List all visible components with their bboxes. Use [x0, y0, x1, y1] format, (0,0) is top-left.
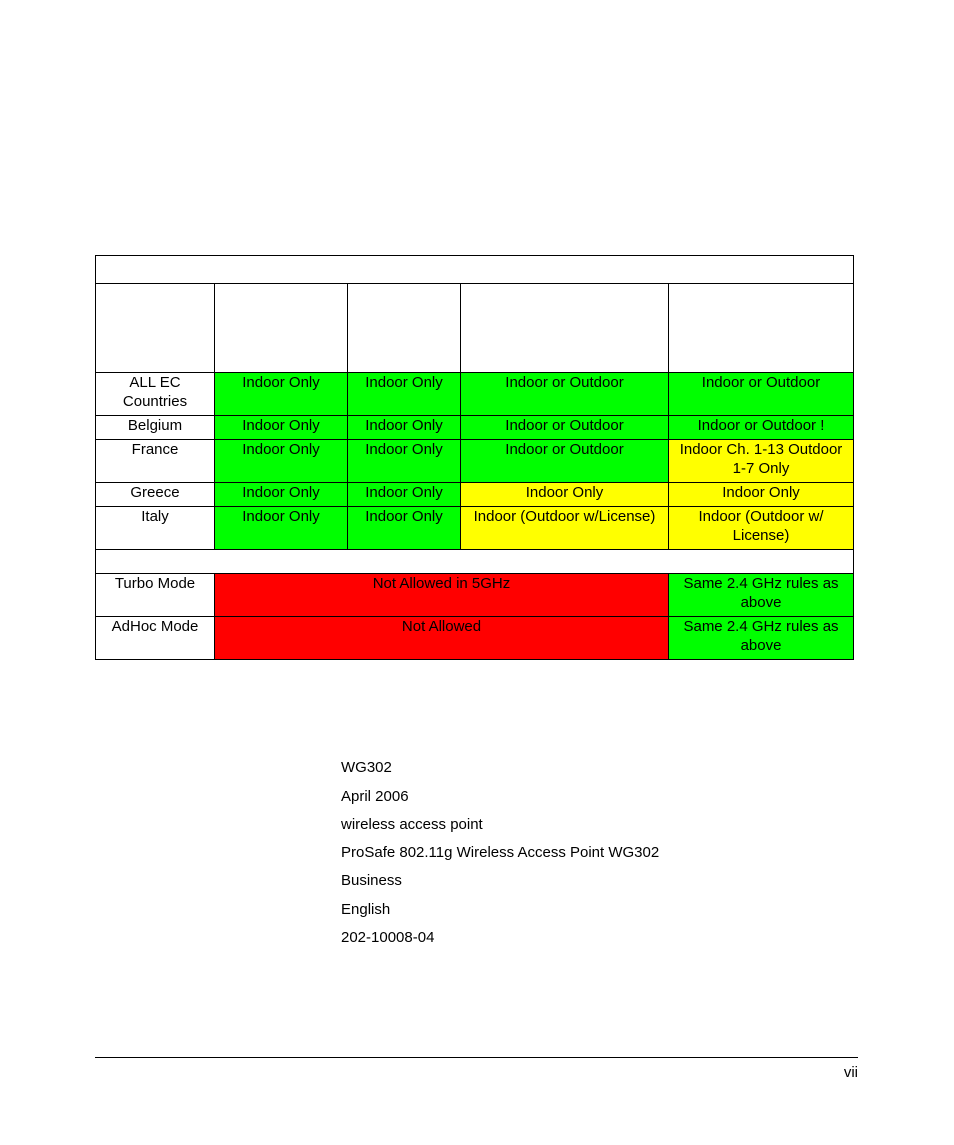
footer-rule	[95, 1057, 858, 1058]
value-cell: Indoor Only	[348, 483, 461, 507]
page-number: vii	[843, 1064, 858, 1081]
value-cell: Indoor Only	[215, 373, 348, 416]
country-cell: France	[96, 440, 215, 483]
meta-language: English	[341, 901, 391, 918]
regulatory-table	[95, 255, 854, 660]
value-cell: Indoor Only	[348, 373, 461, 416]
table-row	[96, 483, 854, 507]
header-cell	[669, 284, 854, 373]
value-cell: Same 2.4 GHz rules as above	[669, 617, 854, 660]
mode-cell: Turbo Mode	[96, 574, 215, 617]
value-cell: Indoor Only	[348, 507, 461, 550]
country-cell: Belgium	[96, 416, 215, 440]
value-cell: Indoor (Outdoor w/ License)	[669, 507, 854, 550]
table-header-row	[96, 284, 854, 373]
value-cell: Indoor or Outdoor !	[669, 416, 854, 440]
value-cell: Indoor or Outdoor	[461, 440, 669, 483]
value-cell: Indoor Only	[461, 483, 669, 507]
value-cell: Indoor Ch. 1-13 Outdoor 1-7 Only	[669, 440, 854, 483]
restriction-cell: Not Allowed	[215, 617, 669, 660]
meta-keywords: wireless access point	[341, 816, 483, 833]
value-cell: Indoor Only	[669, 483, 854, 507]
restriction-cell: Not Allowed in 5GHz	[215, 574, 669, 617]
country-cell: ALL EC Countries	[96, 373, 215, 416]
country-cell: Greece	[96, 483, 215, 507]
meta-title: ProSafe 802.11g Wireless Access Point WG302	[341, 844, 660, 861]
value-cell: Indoor or Outdoor	[461, 416, 669, 440]
country-cell: Italy	[96, 507, 215, 550]
table-row	[96, 373, 854, 416]
value-cell: Indoor Only	[348, 416, 461, 440]
meta-segment: Business	[341, 872, 402, 889]
meta-model: WG302	[341, 759, 392, 776]
value-cell: Indoor or Outdoor	[461, 373, 669, 416]
table-row	[96, 416, 854, 440]
table-row	[96, 440, 854, 483]
value-cell: Indoor Only	[215, 507, 348, 550]
table-title-row	[96, 256, 854, 284]
table-section-row	[96, 550, 854, 574]
meta-date: April 2006	[341, 788, 409, 805]
header-cell	[461, 284, 669, 373]
header-cell	[96, 284, 215, 373]
mode-cell: AdHoc Mode	[96, 617, 215, 660]
header-cell	[215, 284, 348, 373]
table-row	[96, 617, 854, 660]
value-cell: Indoor Only	[215, 416, 348, 440]
table-row	[96, 507, 854, 550]
section-cell	[96, 550, 854, 574]
value-cell: Indoor (Outdoor w/License)	[461, 507, 669, 550]
header-cell	[348, 284, 461, 373]
table-title-cell	[96, 256, 854, 284]
value-cell: Indoor Only	[215, 483, 348, 507]
value-cell: Same 2.4 GHz rules as above	[669, 574, 854, 617]
value-cell: Indoor Only	[348, 440, 461, 483]
meta-part-number: 202-10008-04	[341, 929, 435, 946]
table-row	[96, 574, 854, 617]
value-cell: Indoor or Outdoor	[669, 373, 854, 416]
value-cell: Indoor Only	[215, 440, 348, 483]
